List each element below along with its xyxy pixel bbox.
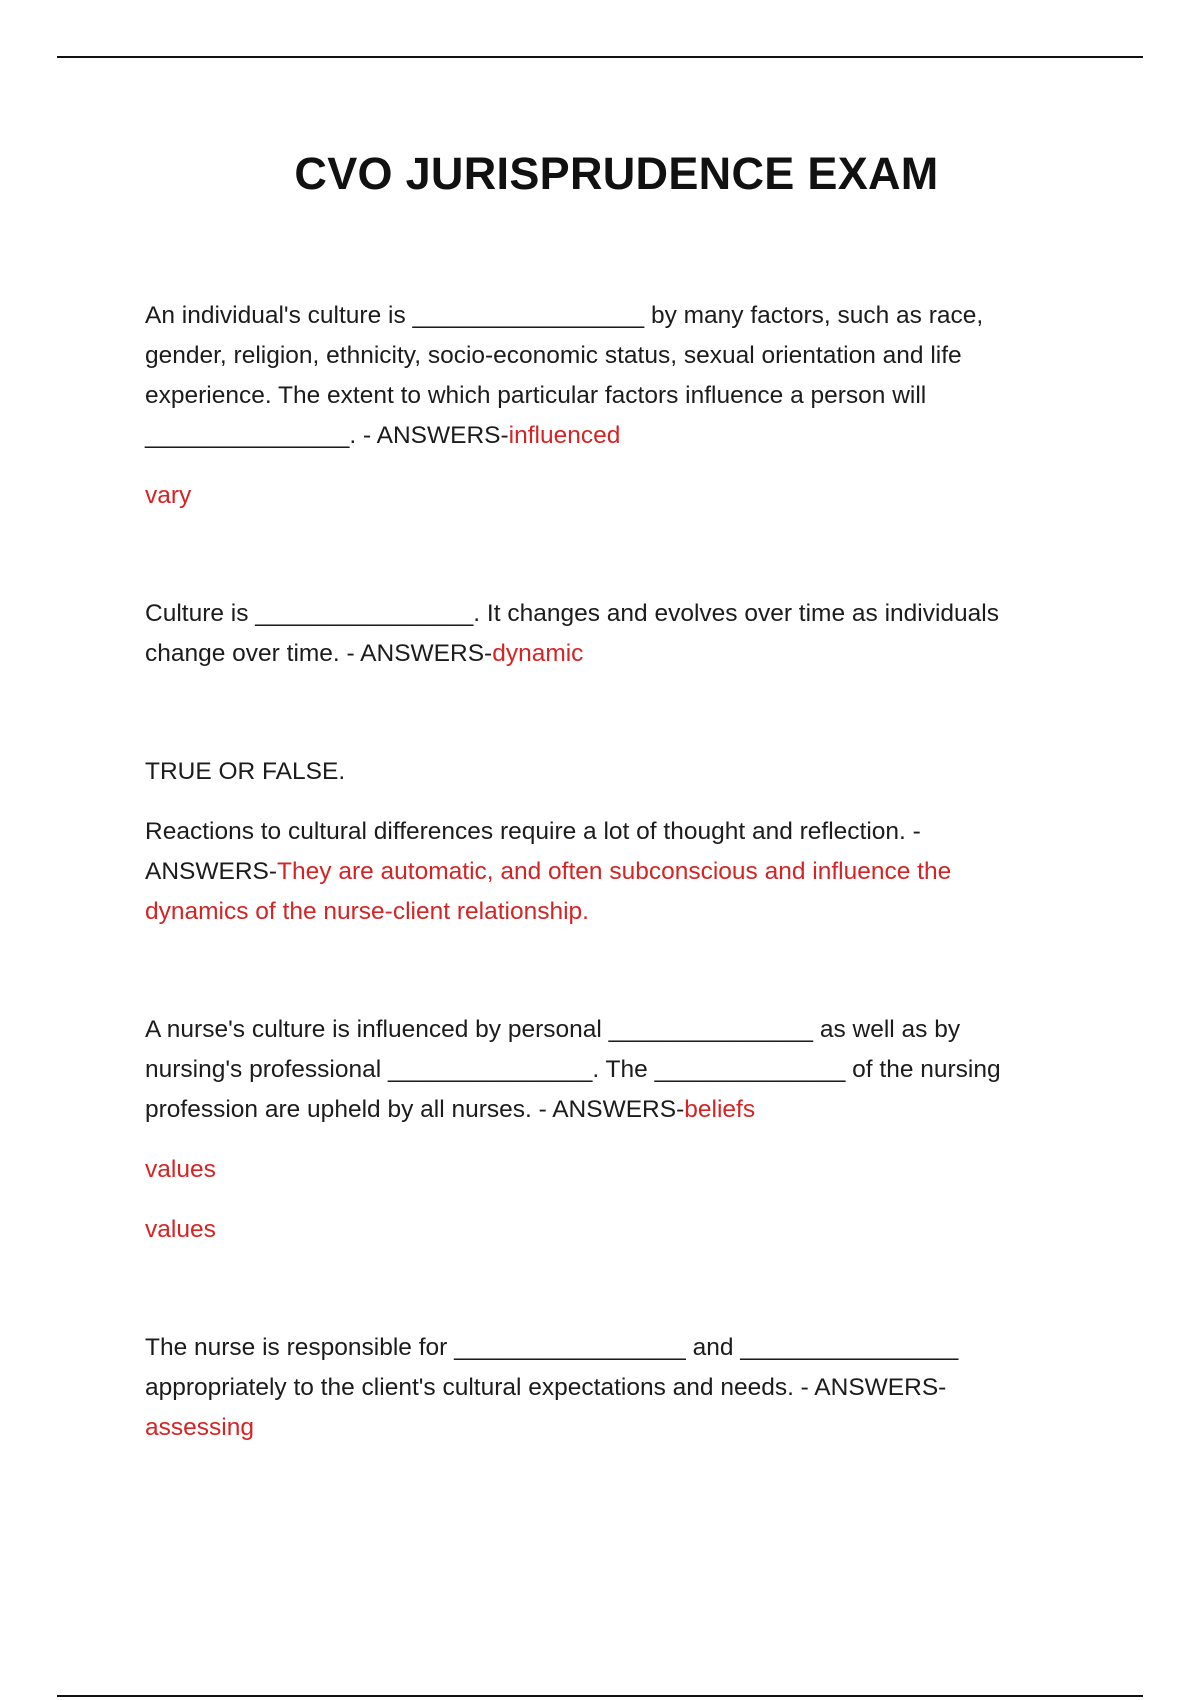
page-title: CVO JURISPRUDENCE EXAM [294,148,939,199]
section-header: TRUE OR FALSE. [145,758,346,785]
qa-item [145,1010,1045,1250]
qa-item [145,594,1045,674]
question-text [145,296,1045,456]
qa-item [145,1328,1045,1448]
extra-answer: values [145,1216,216,1243]
question-body: Culture is ________________. It changes and evolves over time as individuals change over time. - ANSWERS- [145,600,999,667]
qa-item [145,296,1045,516]
answer-text: dynamic [492,640,584,667]
question-text [145,812,1045,932]
question-body: A nurse's culture is influenced by personal _______________ as well as by nursing's professional _______________. The ______________ of the nursing profession are upheld by all nurses. - ANSWERS- [145,1016,1001,1123]
top-rule [57,56,1143,58]
extra-answer: values [145,1156,216,1183]
answer-text: beliefs [684,1096,756,1123]
bottom-rule [57,1695,1143,1697]
question-text [145,594,1045,674]
extra-answer: vary [145,482,192,509]
answer-text: They are automatic, and often subconscious and influence the dynamics of the nurse-client relationship. [145,858,952,925]
question-text [145,1328,1045,1448]
exam-content [145,296,1045,1448]
question-body: The nurse is responsible for _________________ and ________________ appropriately to the client's cultural expectations and needs. - ANSWERS- [145,1334,959,1401]
answer-text: influenced [508,422,621,449]
question-text [145,1010,1045,1130]
question-body: An individual's culture is _________________ by many factors, such as race, gender, religion, ethnicity, socio-economic status, sexual orientation and life experience. The extent to which particular factors influence a person will _______________. - ANSWERS- [145,302,984,449]
question-body: Reactions to cultural differences require a lot of thought and reflection. - ANSWERS- [145,818,921,885]
answer-text: assessing [145,1414,254,1441]
qa-item [145,752,1045,932]
